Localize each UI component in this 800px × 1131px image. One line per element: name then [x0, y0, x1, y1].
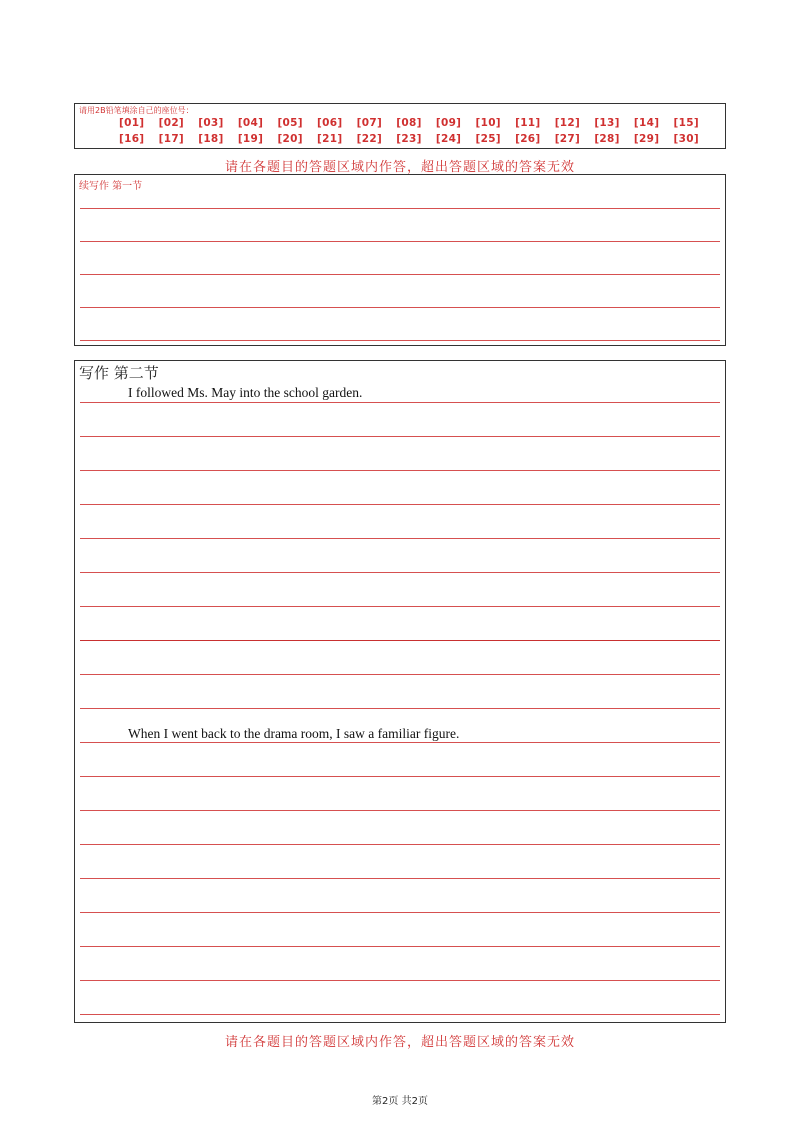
- seat-option[interactable]: [01]: [119, 117, 145, 129]
- seat-option[interactable]: [27]: [554, 133, 581, 145]
- answer-line: [80, 572, 720, 573]
- answer-line: [80, 340, 720, 341]
- seat-option[interactable]: [14]: [633, 117, 660, 129]
- seat-option[interactable]: [05]: [277, 117, 303, 129]
- answer-line: [80, 708, 720, 709]
- seat-option[interactable]: [18]: [198, 133, 224, 145]
- section-1-label: 续写作 第一节: [79, 181, 143, 192]
- answer-line: [80, 470, 720, 471]
- seat-option[interactable]: [11]: [515, 117, 541, 129]
- seat-option[interactable]: [20]: [277, 133, 303, 145]
- seat-option[interactable]: [02]: [158, 117, 185, 129]
- answer-line: [80, 1014, 720, 1015]
- answer-line: [80, 208, 720, 209]
- answer-line: [80, 538, 720, 539]
- answer-line: [80, 436, 720, 437]
- seat-option[interactable]: [28]: [594, 133, 620, 145]
- seat-number-box: [74, 103, 726, 149]
- answer-line: [80, 241, 720, 242]
- seat-option[interactable]: [24]: [435, 133, 462, 145]
- section-1-answer-box: [74, 174, 726, 346]
- seat-option[interactable]: [15]: [673, 117, 699, 129]
- seat-option[interactable]: [16]: [119, 133, 145, 145]
- answer-line: [80, 606, 720, 607]
- answer-line: [80, 274, 720, 275]
- seat-option[interactable]: [12]: [554, 117, 581, 129]
- writing-prompt-1: I followed Ms. May into the school garden.: [128, 385, 363, 400]
- answer-line: [80, 776, 720, 777]
- section-2-label: 写作 第二节: [79, 364, 159, 382]
- answer-line: [80, 640, 720, 641]
- page-footer: 第2页 共2页: [372, 1096, 428, 1107]
- writing-prompt-2: When I went back to the drama room, I saw a familiar figure.: [128, 726, 460, 741]
- answer-line: [80, 307, 720, 308]
- seat-option[interactable]: [03]: [198, 117, 224, 129]
- section-2-answer-box: [74, 360, 726, 1023]
- warning-bottom: 请在各题目的答题区域内作答，超出答题区域的答案无效: [224, 1035, 575, 1050]
- seat-option[interactable]: [22]: [356, 133, 383, 145]
- seat-option[interactable]: [25]: [475, 133, 501, 145]
- seat-option[interactable]: [30]: [673, 133, 699, 145]
- seat-option[interactable]: [04]: [237, 117, 264, 129]
- seat-option[interactable]: [06]: [317, 117, 343, 129]
- seat-instruction: 请用2B铅笔填涂自己的座位号：: [79, 106, 194, 115]
- answer-line: [80, 980, 720, 981]
- seat-option[interactable]: [09]: [435, 117, 462, 129]
- seat-option[interactable]: [21]: [317, 133, 343, 145]
- answer-line: [80, 504, 720, 505]
- seat-option[interactable]: [13]: [594, 117, 620, 129]
- seat-option[interactable]: [29]: [633, 133, 660, 145]
- answer-line: [80, 810, 720, 811]
- answer-line: [80, 844, 720, 845]
- seat-option[interactable]: [23]: [396, 133, 422, 145]
- answer-line: [80, 912, 720, 913]
- warning-top: 请在各题目的答题区域内作答，超出答题区域的答案无效: [224, 160, 575, 175]
- seat-option[interactable]: [07]: [356, 117, 383, 129]
- seat-option[interactable]: [17]: [158, 133, 185, 145]
- answer-line: [80, 946, 720, 947]
- seat-row-1: [119, 117, 699, 129]
- answer-line: [80, 674, 720, 675]
- answer-line: [80, 878, 720, 879]
- seat-option[interactable]: [10]: [475, 117, 501, 129]
- answer-line: [80, 742, 720, 743]
- seat-row-2: [119, 133, 699, 145]
- seat-option[interactable]: [08]: [396, 117, 422, 129]
- seat-option[interactable]: [26]: [515, 133, 541, 145]
- answer-line: [80, 402, 720, 403]
- seat-option[interactable]: [19]: [237, 133, 264, 145]
